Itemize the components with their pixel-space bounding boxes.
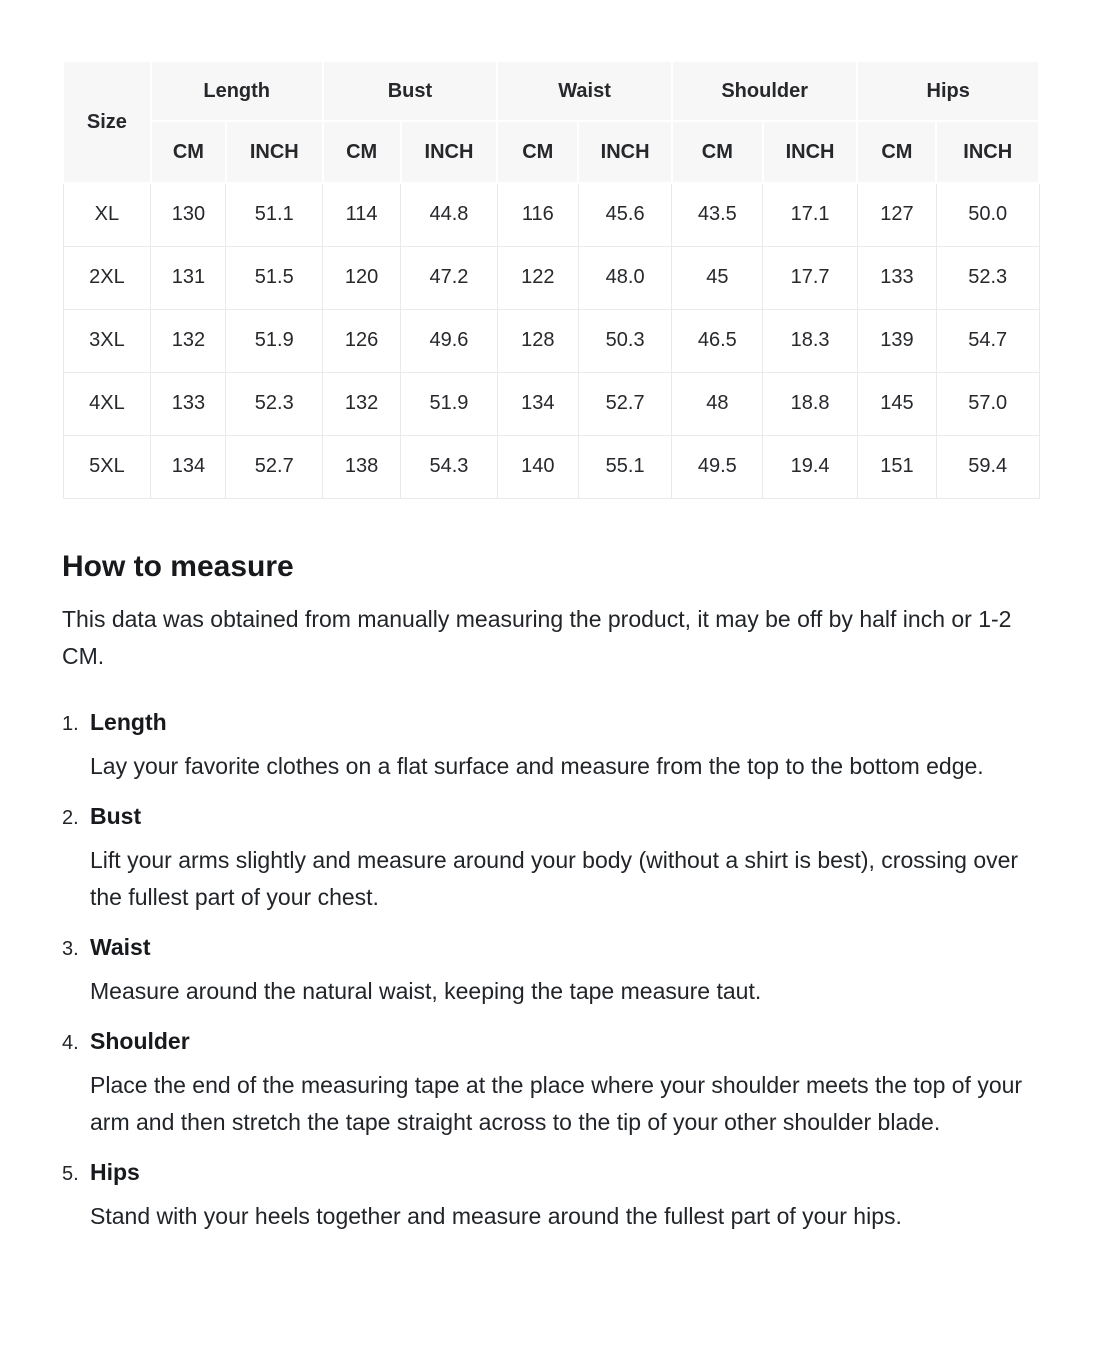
table-row (63, 183, 1039, 246)
unit-header-waist-inch: INCH (578, 121, 672, 183)
value-cell: 151 (857, 435, 936, 498)
table-row (63, 372, 1039, 435)
value-cell: 114 (323, 183, 401, 246)
step-title-shoulder: Shoulder (90, 1027, 190, 1054)
size-cell: 4XL (63, 372, 151, 435)
value-cell: 140 (497, 435, 578, 498)
unit-header-bust-cm: CM (323, 121, 401, 183)
value-cell: 52.3 (226, 372, 323, 435)
measure-steps-list (62, 709, 1040, 1235)
step-title-waist: Waist (90, 933, 151, 960)
value-cell: 122 (497, 246, 578, 309)
unit-header-hips-inch: INCH (936, 121, 1039, 183)
step-description: Lay your favorite clothes on a flat surface and measure from the top to the bottom edge. (90, 752, 984, 779)
list-item (62, 1159, 1040, 1235)
value-cell: 50.0 (936, 183, 1039, 246)
column-header-waist: Waist (497, 61, 672, 121)
value-cell: 17.7 (763, 246, 858, 309)
value-cell: 133 (151, 372, 226, 435)
value-cell: 18.3 (763, 309, 858, 372)
value-cell: 52.3 (936, 246, 1039, 309)
step-number: 4. (62, 1031, 79, 1054)
step-number: 2. (62, 806, 79, 829)
value-cell: 128 (497, 309, 578, 372)
value-cell: 116 (497, 183, 578, 246)
value-cell: 50.3 (578, 309, 672, 372)
value-cell: 18.8 (763, 372, 858, 435)
value-cell: 130 (151, 183, 226, 246)
value-cell: 49.6 (401, 309, 498, 372)
value-cell: 139 (857, 309, 936, 372)
how-to-measure-intro: This data was obtained from manually measuring the product, it may be off by half inch or 1-2 CM. (62, 605, 1012, 669)
step-number: 1. (62, 712, 79, 735)
value-cell: 126 (323, 309, 401, 372)
table-row (63, 246, 1039, 309)
value-cell: 48 (672, 372, 763, 435)
column-header-bust: Bust (323, 61, 498, 121)
table-row (63, 435, 1039, 498)
value-cell: 43.5 (672, 183, 763, 246)
value-cell: 132 (323, 372, 401, 435)
value-cell: 52.7 (578, 372, 672, 435)
step-number: 3. (62, 937, 79, 960)
value-cell: 48.0 (578, 246, 672, 309)
unit-header-length-inch: INCH (226, 121, 323, 183)
value-cell: 133 (857, 246, 936, 309)
size-chart-header (63, 61, 1039, 183)
list-item (62, 709, 1040, 785)
value-cell: 127 (857, 183, 936, 246)
step-description: Lift your arms slightly and measure around your body (without a shirt is best), crossing over the fullest part of your chest. (90, 846, 1019, 910)
value-cell: 59.4 (936, 435, 1039, 498)
unit-header-shoulder-inch: INCH (763, 121, 858, 183)
value-cell: 51.5 (226, 246, 323, 309)
list-item (62, 934, 1040, 1010)
step-number: 5. (62, 1162, 79, 1185)
list-item (62, 803, 1040, 916)
value-cell: 17.1 (763, 183, 858, 246)
step-title-length: Length (90, 708, 167, 735)
step-description: Stand with your heels together and measure around the fullest part of your hips. (90, 1202, 902, 1229)
size-cell: 5XL (63, 435, 151, 498)
step-description: Place the end of the measuring tape at the place where your shoulder meets the top of your arm and then stretch the tape straight across to the tip of your other shoulder blade. (90, 1071, 1023, 1135)
value-cell: 134 (151, 435, 226, 498)
value-cell: 145 (857, 372, 936, 435)
value-cell: 54.7 (936, 309, 1039, 372)
table-row (63, 309, 1039, 372)
value-cell: 52.7 (226, 435, 323, 498)
value-cell: 44.8 (401, 183, 498, 246)
size-cell: 3XL (63, 309, 151, 372)
value-cell: 45 (672, 246, 763, 309)
size-cell: 2XL (63, 246, 151, 309)
value-cell: 132 (151, 309, 226, 372)
value-cell: 51.9 (226, 309, 323, 372)
size-chart-table (62, 60, 1040, 499)
value-cell: 49.5 (672, 435, 763, 498)
unit-header-length-cm: CM (151, 121, 226, 183)
step-title-bust: Bust (90, 802, 142, 829)
size-column-header: Size (63, 61, 151, 183)
value-cell: 134 (497, 372, 578, 435)
column-header-length: Length (151, 61, 323, 121)
value-cell: 120 (323, 246, 401, 309)
value-cell: 51.1 (226, 183, 323, 246)
value-cell: 19.4 (763, 435, 858, 498)
value-cell: 57.0 (936, 372, 1039, 435)
value-cell: 55.1 (578, 435, 672, 498)
value-cell: 47.2 (401, 246, 498, 309)
value-cell: 45.6 (578, 183, 672, 246)
value-cell: 54.3 (401, 435, 498, 498)
value-cell: 46.5 (672, 309, 763, 372)
list-item (62, 1028, 1040, 1141)
unit-header-bust-inch: INCH (401, 121, 498, 183)
step-title-hips: Hips (90, 1158, 140, 1185)
value-cell: 131 (151, 246, 226, 309)
column-header-shoulder: Shoulder (672, 61, 857, 121)
step-description: Measure around the natural waist, keeping the tape measure taut. (90, 977, 762, 1004)
column-header-hips: Hips (857, 61, 1039, 121)
value-cell: 138 (323, 435, 401, 498)
unit-header-waist-cm: CM (497, 121, 578, 183)
how-to-measure-heading: How to measure (62, 549, 294, 583)
unit-header-shoulder-cm: CM (672, 121, 763, 183)
size-chart-body (63, 183, 1039, 498)
unit-header-hips-cm: CM (857, 121, 936, 183)
value-cell: 51.9 (401, 372, 498, 435)
size-cell: XL (63, 183, 151, 246)
